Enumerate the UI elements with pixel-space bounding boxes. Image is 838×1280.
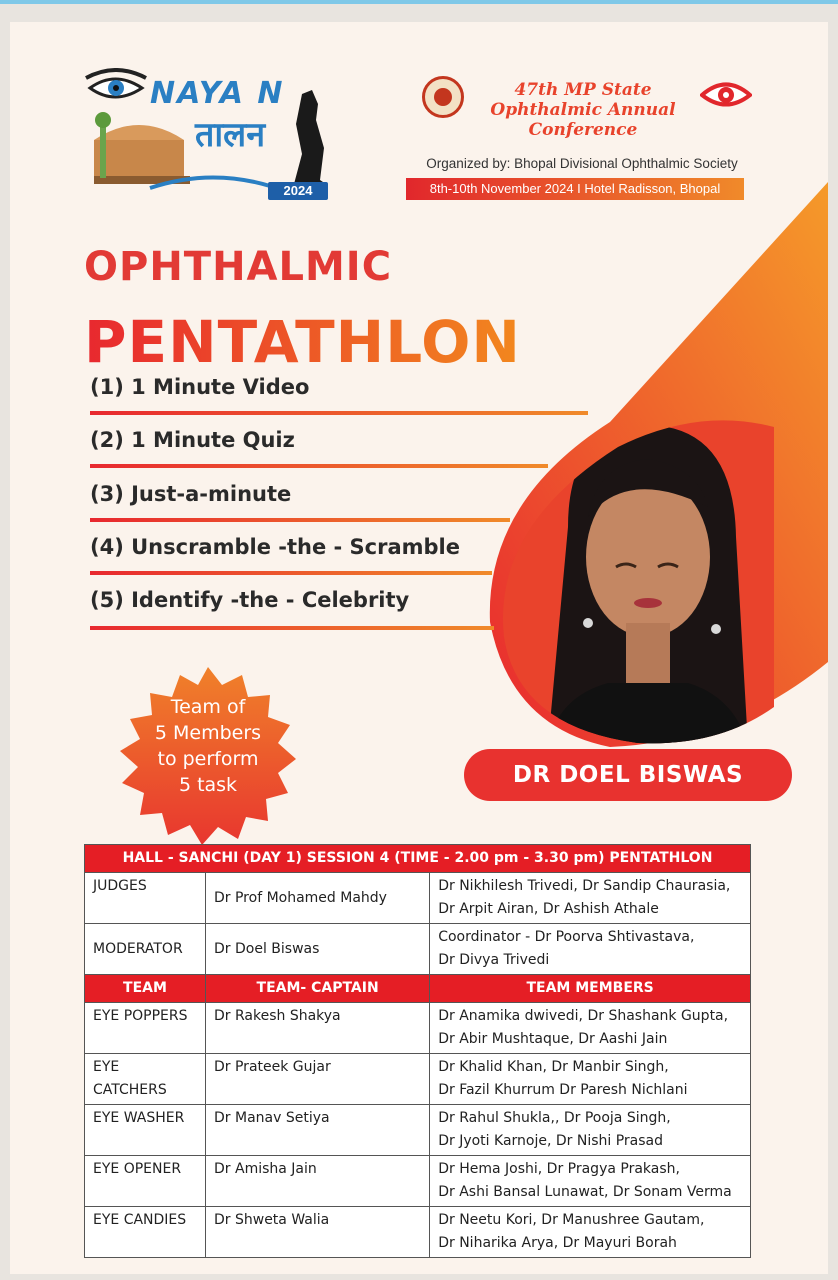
speaker-name-pill: DR DOEL BISWAS	[464, 749, 792, 801]
task-item: (2) 1 Minute Quiz	[90, 428, 295, 452]
col-members: TEAM MEMBERS	[430, 975, 751, 1003]
society-seal-icon	[422, 76, 464, 118]
task-divider	[90, 571, 492, 575]
team-name: EYE CANDIES	[85, 1207, 206, 1258]
top-bar	[0, 0, 838, 4]
team-members	[430, 1003, 751, 1054]
members-line: Dr Niharika Arya, Dr Mayuri Borah	[438, 1235, 677, 1251]
team-captain: Dr Manav Setiya	[206, 1105, 430, 1156]
task-divider	[90, 464, 548, 468]
speaker-portrait	[498, 407, 774, 745]
members-line: Dr Neetu Kori, Dr Manushree Gautam,	[438, 1212, 705, 1228]
badge-line: to perform	[157, 748, 259, 770]
members-line: Dr Anamika dwivedi, Dr Shashank Gupta,	[438, 1008, 729, 1024]
badge-line: 5 Members	[154, 722, 262, 744]
members-line: Dr Khalid Khan, Dr Manbir Singh,	[438, 1059, 669, 1075]
session-table	[84, 844, 751, 1258]
table-row	[85, 1156, 751, 1207]
task-item: (1) 1 Minute Video	[90, 375, 310, 399]
task-divider	[90, 518, 510, 522]
task-divider	[90, 626, 494, 630]
judges-primary: Dr Prof Mohamed Mahdy	[206, 873, 430, 924]
heading-pentathlon: PENTATHLON	[84, 308, 521, 376]
team-captain: Dr Amisha Jain	[206, 1156, 430, 1207]
members-line: Dr Ashi Bansal Lunawat, Dr Sonam Verma	[438, 1184, 732, 1200]
heading-ophthalmic: OPHTHALMIC	[84, 244, 393, 290]
team-name: EYE CATCHERS	[85, 1054, 206, 1105]
session-header-row	[85, 845, 751, 873]
table-row	[85, 1003, 751, 1054]
judges-others	[430, 873, 751, 924]
date-venue-band: 8th-10th November 2024 I Hotel Radisson, Bhopal	[406, 178, 744, 200]
team-name: EYE WASHER	[85, 1105, 206, 1156]
team-header-row	[85, 975, 751, 1003]
team-members	[430, 1207, 751, 1258]
team-badge-text	[118, 694, 298, 798]
poster	[10, 22, 828, 1274]
badge-line: 5 task	[178, 774, 238, 796]
members-line: Dr Abir Mushtaque, Dr Aashi Jain	[438, 1031, 668, 1047]
team-name: EYE POPPERS	[85, 1003, 206, 1054]
judges-label: JUDGES	[85, 873, 206, 924]
col-captain: TEAM- CAPTAIN	[206, 975, 430, 1003]
task-item: (4) Unscramble -the - Scramble	[90, 535, 461, 559]
table-row	[85, 1105, 751, 1156]
moderator-label: MODERATOR	[85, 924, 206, 975]
team-members	[430, 1105, 751, 1156]
judges-others-line: Dr Arpit Airan, Dr Ashish Athale	[438, 901, 659, 917]
eye-icon	[700, 78, 752, 112]
members-line: Dr Jyoti Karnoje, Dr Nishi Prasad	[438, 1133, 664, 1149]
team-captain: Dr Prateek Gujar	[206, 1054, 430, 1105]
col-team: TEAM	[85, 975, 206, 1003]
session-header: HALL - SANCHI (DAY 1) SESSION 4 (TIME - 2.00 pm - 3.30 pm) PENTATHLON	[85, 845, 751, 873]
badge-line: Team of	[170, 696, 246, 718]
logo-year: 2024	[268, 182, 328, 200]
moderator-name: Dr Doel Biswas	[206, 924, 430, 975]
members-line: Dr Rahul Shukla,, Dr Pooja Singh,	[438, 1110, 671, 1126]
organizer-text: Organized by: Bhopal Divisional Ophthalmic Society	[426, 156, 738, 171]
table-row	[85, 1054, 751, 1105]
logo-talan-text: तालन	[195, 115, 266, 155]
moderator-row	[85, 924, 751, 975]
logo-naya-text: NAYA N	[150, 76, 285, 111]
team-name: EYE OPENER	[85, 1156, 206, 1207]
coordinators	[430, 924, 751, 975]
team-captain: Dr Rakesh Shakya	[206, 1003, 430, 1054]
team-members	[430, 1054, 751, 1105]
team-captain: Dr Shweta Walia	[206, 1207, 430, 1258]
table-row	[85, 1207, 751, 1258]
conference-title: 47th MP State Ophthalmic Annual Conference	[490, 80, 676, 140]
task-item: (5) Identify -the - Celebrity	[90, 588, 410, 612]
judges-others-line: Dr Nikhilesh Trivedi, Dr Sandip Chaurasia,	[438, 878, 731, 894]
coordinator-line: Dr Divya Trivedi	[438, 952, 550, 968]
judges-row	[85, 873, 751, 924]
team-members	[430, 1156, 751, 1207]
members-line: Dr Fazil Khurrum Dr Paresh Nichlani	[438, 1082, 688, 1098]
members-line: Dr Hema Joshi, Dr Pragya Prakash,	[438, 1161, 680, 1177]
task-item: (3) Just-a-minute	[90, 482, 292, 506]
coordinator-line: Coordinator - Dr Poorva Shtivastava,	[438, 929, 695, 945]
